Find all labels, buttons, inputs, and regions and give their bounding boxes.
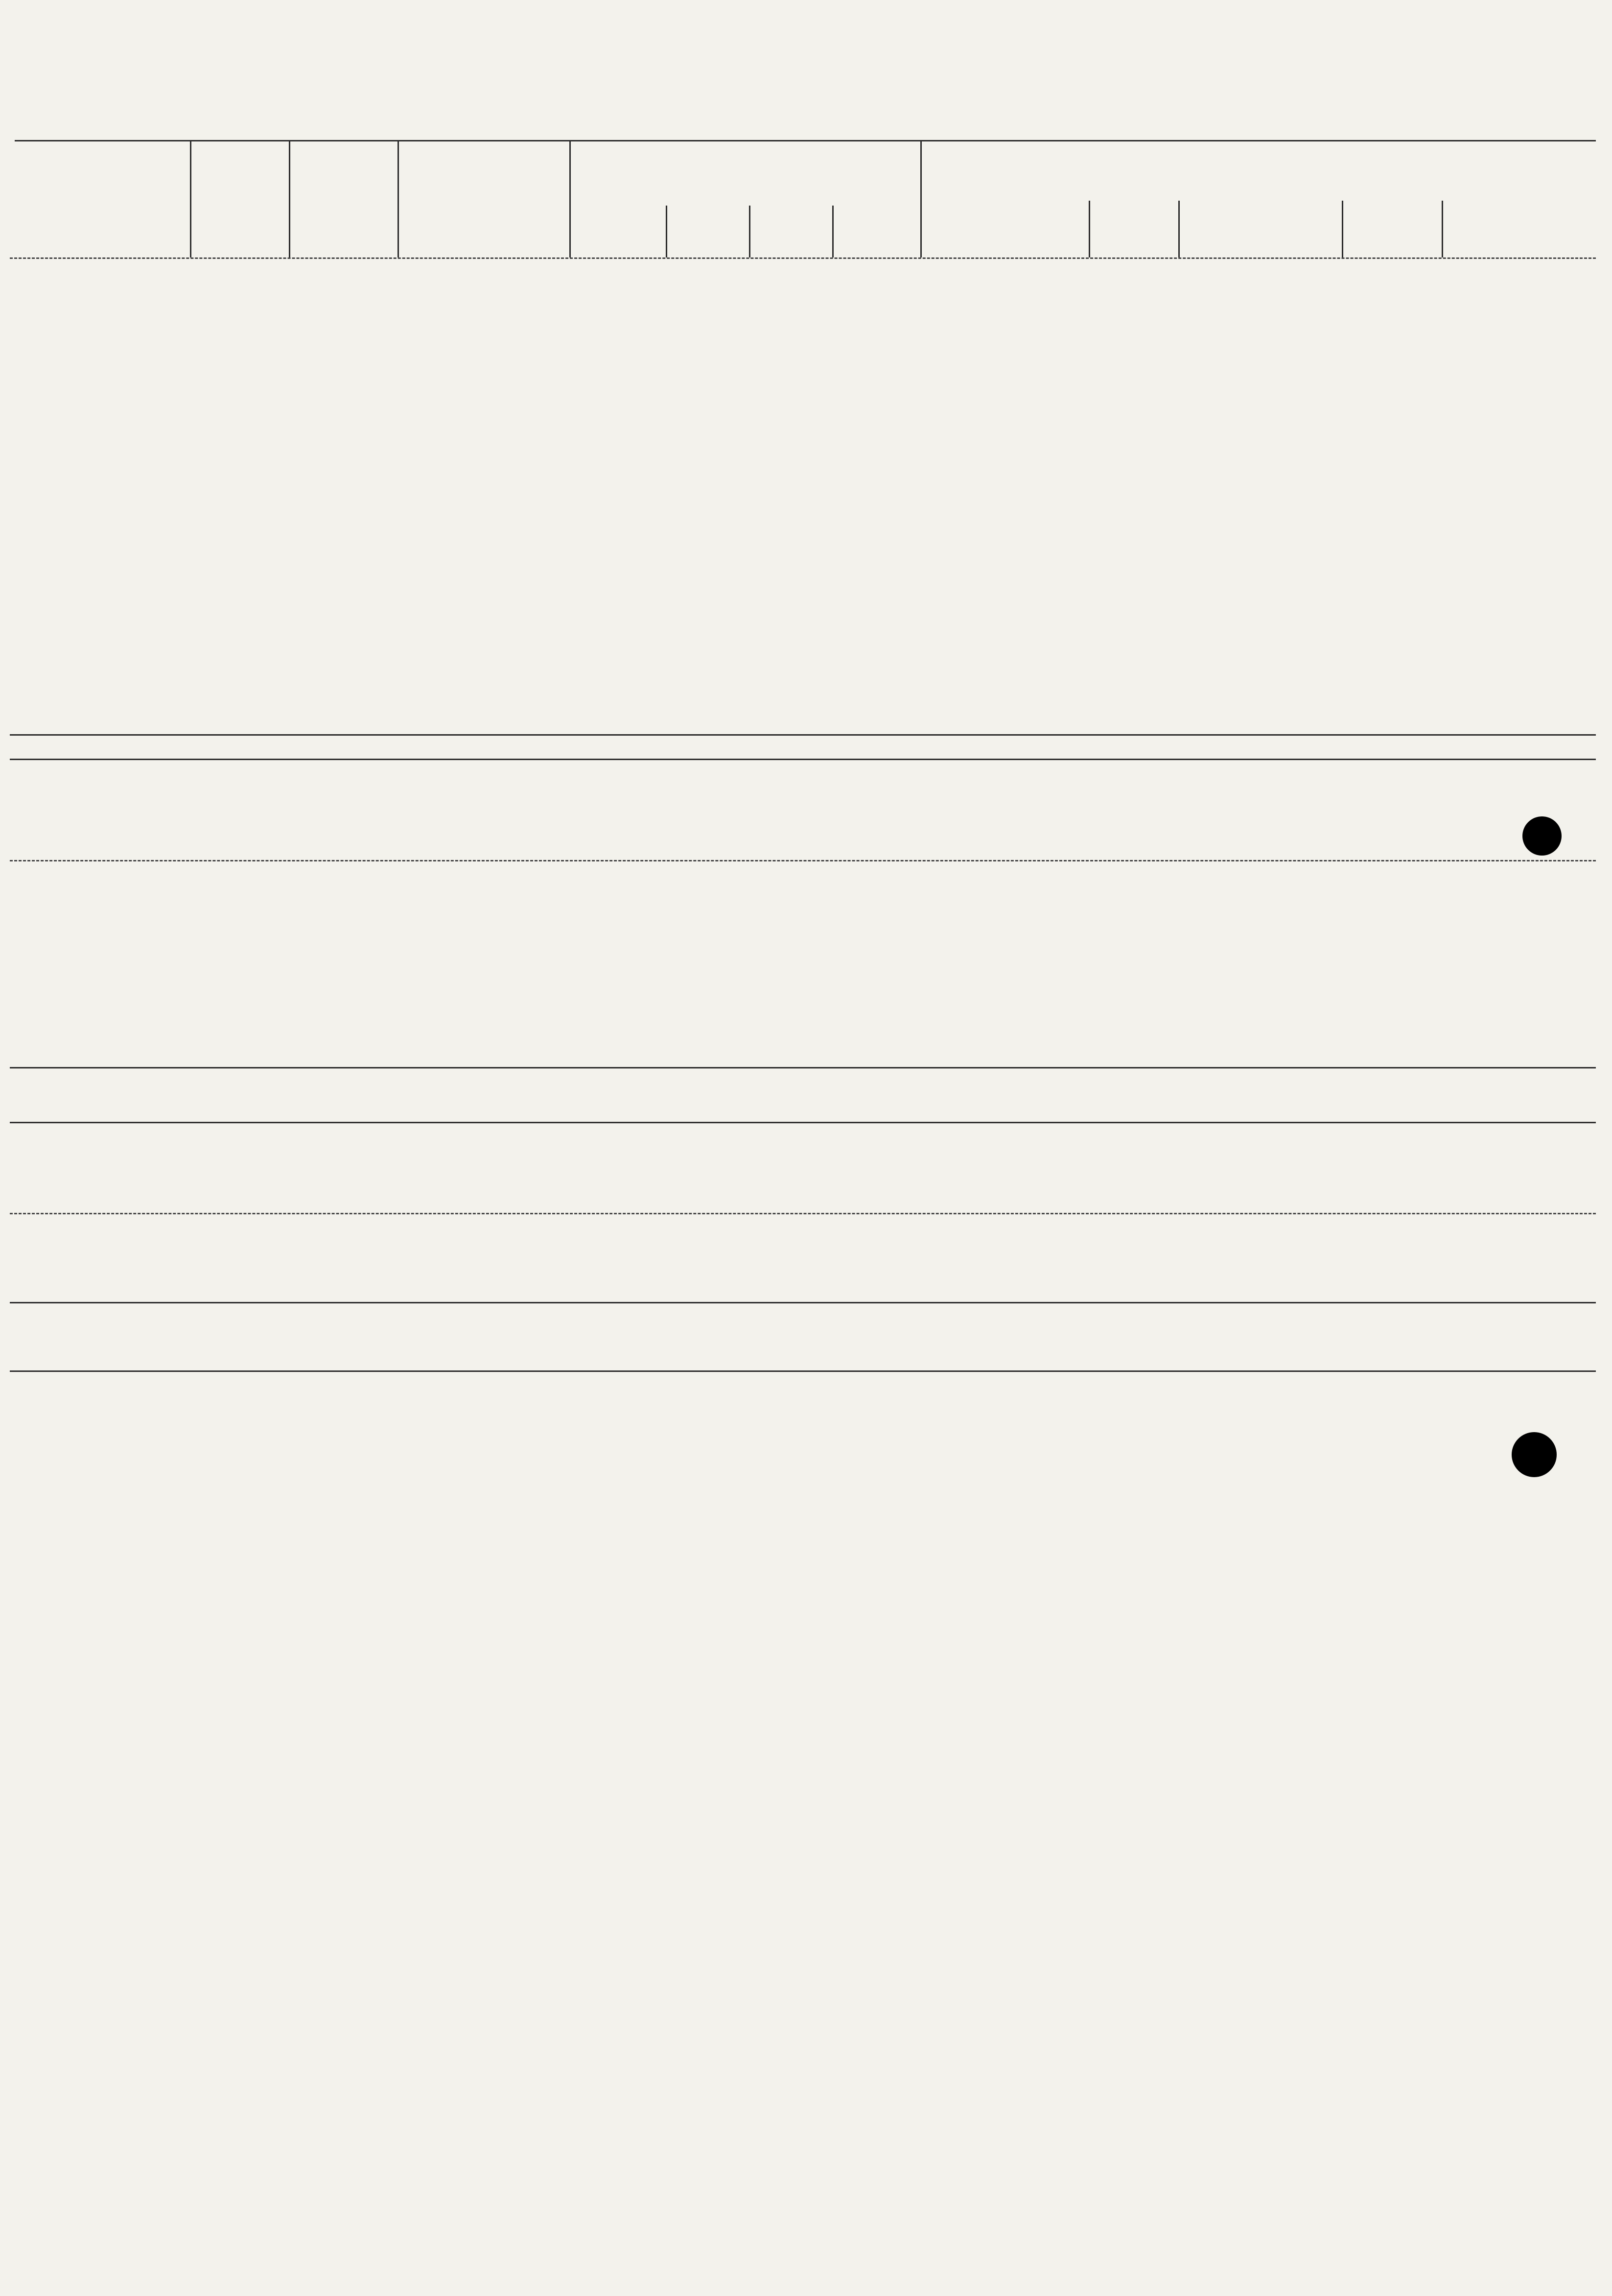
punch-hole (1512, 1432, 1557, 1477)
